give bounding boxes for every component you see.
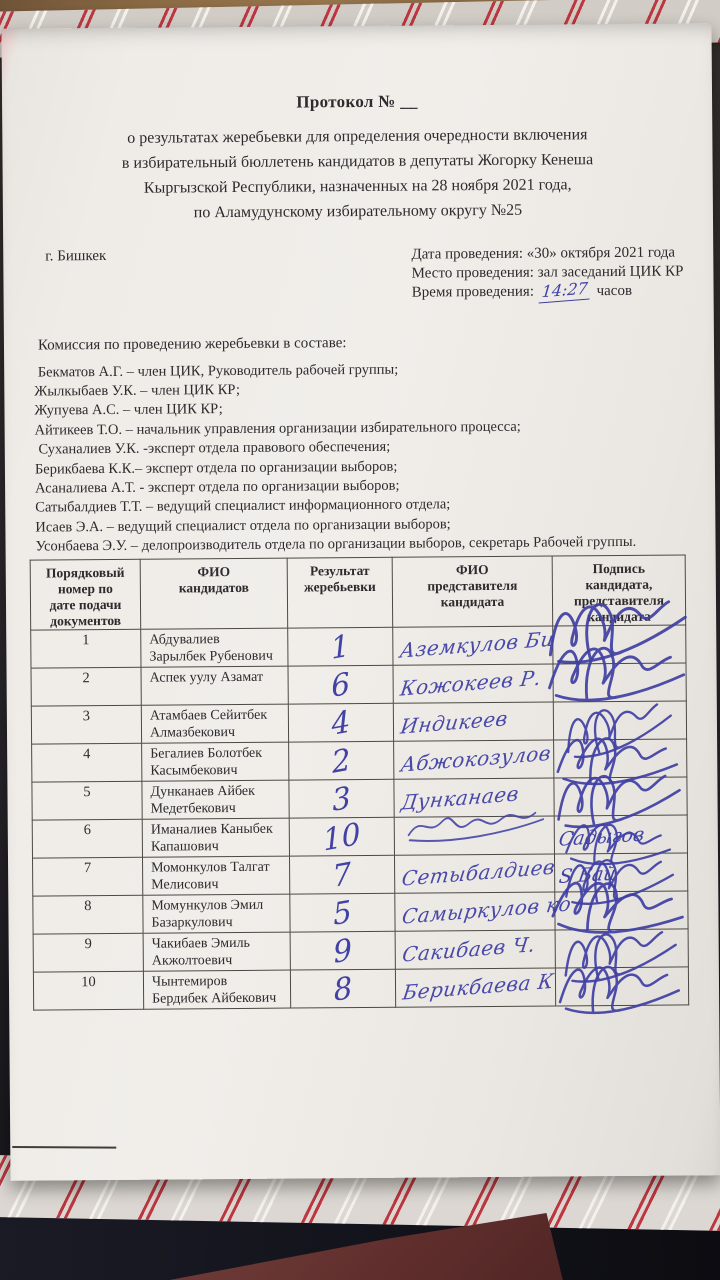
row-number: 10 [81, 973, 96, 990]
handwritten-result: 8 [332, 969, 354, 1009]
representative-name-cell [394, 854, 557, 893]
lottery-result-cell [290, 969, 395, 1008]
handwritten-result: 2 [330, 741, 352, 781]
candidate-name: Абдувалиев Зарылбек Рубенович [149, 631, 273, 665]
time-label: Время проведения: [411, 283, 535, 301]
handwritten-result: 3 [330, 779, 353, 819]
candidate-name-cell [141, 666, 288, 705]
lottery-result-cell [288, 627, 393, 666]
commission-member: Асаналиева А.Т. - эксперт отдела по организации выборов; [35, 477, 400, 497]
handwritten-result: 6 [329, 665, 352, 705]
commission-heading: Комиссия по проведению жеребьевки в составе: [37, 334, 347, 354]
row-number-cell [31, 667, 141, 706]
page-title: Протокол № __ [296, 91, 418, 112]
commission-member: Сатыбалдиев Т.Т. – ведущий специалист информационного отдела; [35, 496, 451, 516]
lottery-results-table [30, 554, 690, 1010]
lottery-result-cell [289, 816, 394, 859]
candidate-name: Дунканаев Айбек Медетбекович [150, 783, 255, 817]
handwritten-representative: Индикеев [399, 705, 510, 739]
candidate-name-cell [143, 932, 290, 971]
commission-members-list [4, 358, 716, 558]
row-number-cell [33, 971, 143, 1010]
handwritten-time: 14:27 [539, 279, 592, 303]
date-line: Дата проведения: «30» октября 2021 года [411, 244, 676, 263]
row-number: 4 [82, 745, 91, 762]
handwritten-representative: Самыркулов ко [400, 890, 573, 929]
commission-member: Айтикеев Т.О. – начальник управления организации избирательного процесса; [34, 418, 521, 439]
table-row [33, 967, 688, 1010]
bottom-page-rule [12, 1146, 116, 1149]
signature-scribble-icon [539, 946, 704, 1029]
handwritten-signature-text: Садыгов [557, 822, 646, 851]
candidate-name-cell [142, 742, 289, 781]
commission-member: Усонбаева Э.У. – делопроизводитель отдела по организации выборов, секретарь Рабочей группы. [35, 533, 637, 555]
lottery-result-cell [289, 855, 394, 894]
lottery-result-cell [290, 931, 395, 970]
handwritten-representative: Дунканаев [399, 780, 521, 815]
row-number: 7 [83, 859, 92, 876]
representative-name-cell [395, 930, 555, 969]
candidate-name-cell [142, 856, 289, 895]
handwritten-representative: Берикбаева К [401, 968, 556, 1005]
candidate-name-cell [141, 704, 288, 743]
row-number: 6 [83, 821, 91, 838]
document-subtitle: о результатах жеребьевки для определения очередности включения в избирательный бюллетень кандидатов в депутаты Жогорку Кенеша Кыргызской Республики, назначенных на 28 ноября 2021 года, по Аламудунскому избирательному округу №25 [121, 126, 594, 222]
handwritten-representative: Абжокозулов [399, 740, 553, 777]
place-line: Место проведения: зал заседаний ЦИК КР [411, 262, 684, 282]
handwritten-result: 7 [331, 855, 353, 895]
row-number-cell [32, 819, 142, 858]
candidate-name: Бегалиев Болотбек Касымбекович [150, 745, 263, 779]
lottery-result-cell [288, 703, 393, 742]
column-header: Порядковый номер по дате подачи документов [30, 559, 141, 630]
handwritten-signature-text: S Бай [557, 861, 618, 888]
signature-cell [555, 967, 688, 1006]
handwritten-representative: Кожокеев Р. [398, 664, 543, 701]
row-number: 8 [84, 897, 92, 914]
row-number: 1 [82, 631, 90, 648]
handwritten-representative: Сетыбалдиев [400, 854, 557, 891]
lottery-result-cell [289, 741, 394, 780]
row-number: 5 [83, 783, 91, 800]
handwritten-result: 9 [331, 931, 354, 971]
commission-member: Жылкыбаев У.К. – член ЦИК КР; [34, 381, 241, 400]
candidate-name: Атамбаев Сейитбек Алмазбекович [149, 707, 268, 741]
column-header: ФИО кандидатов [140, 558, 288, 629]
candidate-name-cell [142, 780, 289, 819]
commission-member: Бекматов А.Г. – член ЦИК, Руководитель рабочей группы; [34, 361, 399, 381]
column-header: ФИО представителя кандидата [392, 556, 553, 627]
meta-section [3, 243, 713, 305]
lottery-result-cell [288, 665, 393, 704]
commission-member: Суханалиев У.К. -эксперт отдела правового обеспечения; [34, 438, 391, 458]
handwritten-representative: Аземкулов Би [398, 625, 556, 663]
candidate-name: Момункулов Эмил Базаркулович [151, 897, 264, 931]
handwritten-result: 1 [329, 627, 352, 667]
candidate-name-cell [141, 628, 288, 667]
column-header: Результат жеребьевки [287, 557, 393, 628]
document-paper [1, 23, 720, 1181]
lottery-result-cell [289, 779, 394, 818]
candidate-name-cell [143, 970, 290, 1009]
row-number-cell [32, 781, 142, 820]
lottery-result-cell [290, 893, 395, 932]
row-number: 2 [82, 669, 90, 686]
candidate-name: Иманалиев Каныбек Капашович [150, 821, 273, 855]
commission-member: Жупуева А.С. – член ЦИК КР; [34, 401, 223, 419]
city-label: г. Бишкек [45, 247, 107, 265]
candidate-name: Аспек уулу Азамат [149, 669, 264, 686]
row-number-cell [32, 743, 142, 782]
commission-member: Берикбаева К.К.– эксперт отдела по организации выборов; [34, 458, 398, 478]
row-number-cell [31, 705, 141, 744]
row-number-cell [32, 857, 142, 896]
candidate-name: Чакибаев Эмиль Акжолтоевич [151, 935, 250, 969]
commission-member: Исаев Э.А. – ведущий специалист отдела по организации выборов; [35, 516, 451, 536]
candidate-name: Чынтемиров Бердибек Айбекович [151, 973, 277, 1007]
row-number: 9 [84, 935, 92, 952]
table-body [31, 625, 689, 1010]
handwritten-result: 10 [321, 816, 362, 859]
row-number: 3 [82, 707, 91, 724]
column-header: Подпись кандидата, представителя кандидата [552, 555, 686, 626]
candidate-name: Момонкулов Талгат Мелисович [151, 859, 270, 893]
handwritten-result: 5 [331, 893, 354, 933]
representative-name-cell [394, 816, 554, 855]
handwritten-representative: Сакибаев Ч. [400, 931, 538, 967]
representative-name-cell [394, 740, 554, 779]
time-line [412, 280, 684, 302]
meta-details [411, 243, 683, 302]
row-number-cell [31, 629, 141, 668]
candidate-name-cell [143, 894, 290, 933]
row-number-cell [33, 933, 143, 972]
handwritten-result: 4 [330, 703, 352, 743]
candidate-name-cell [142, 818, 289, 857]
representative-name-cell [395, 968, 555, 1007]
time-suffix: часов [596, 282, 633, 300]
row-number-cell [33, 895, 143, 934]
